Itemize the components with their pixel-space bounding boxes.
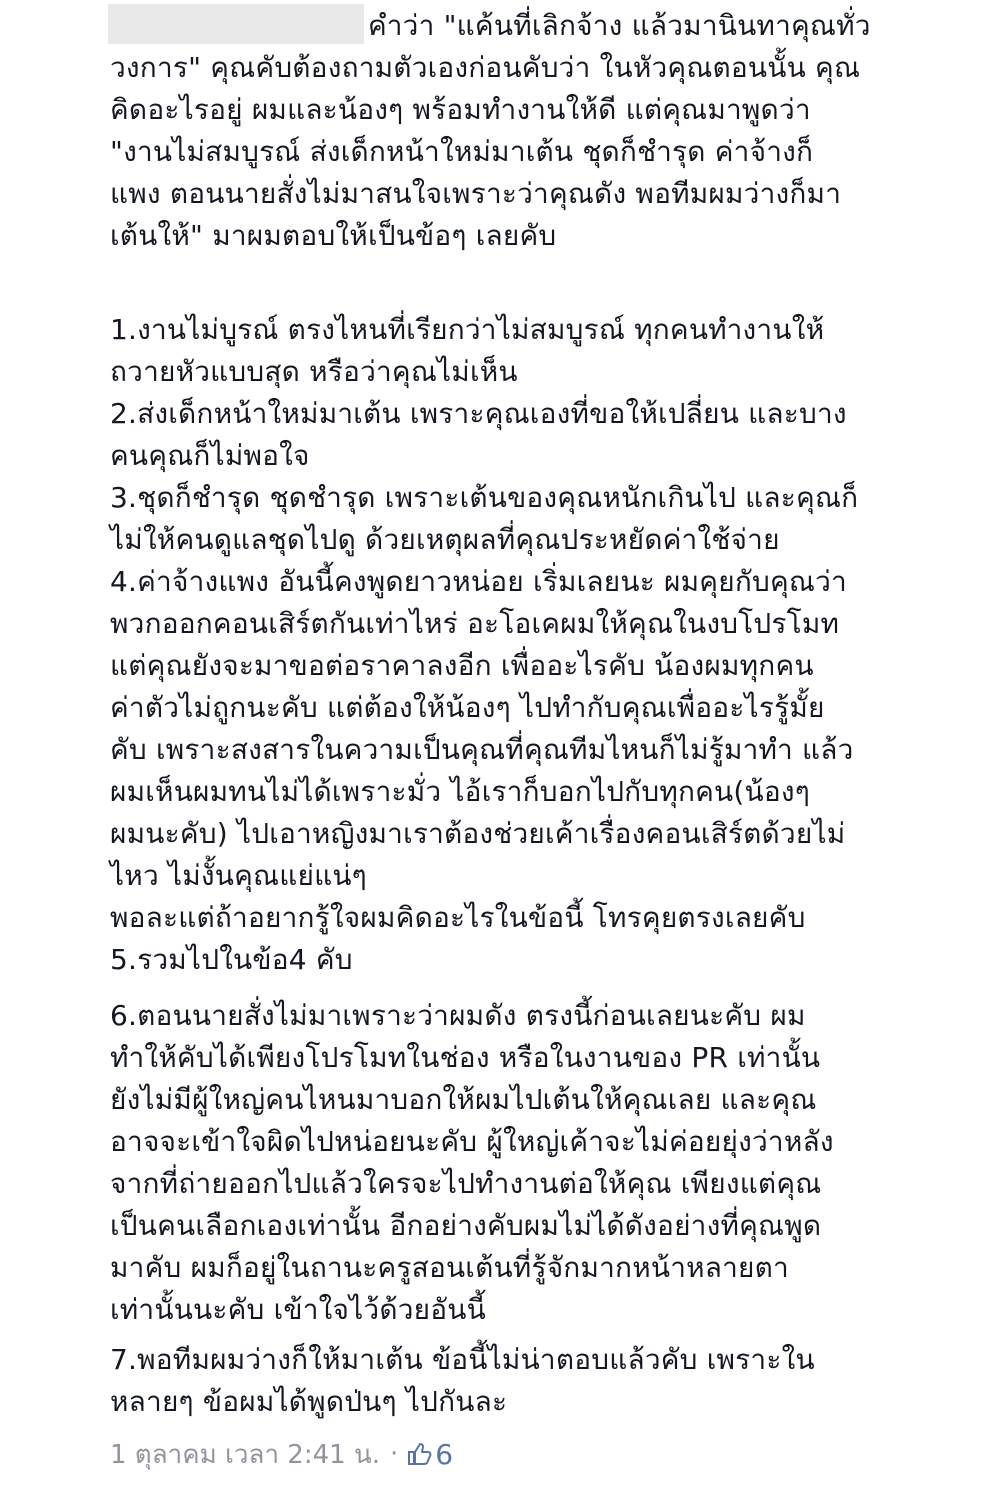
comment-line: คำว่า "แค้นที่เลิกจ้าง แล้วมานินทาคุณทั่ว (368, 9, 871, 42)
comment-line: 4.ค่าจ้างแพง อันนี้คงพูดยาวหน่อย เริ่มเลยนะ ผมคุยกับคุณว่า (110, 565, 847, 598)
comment-timestamp[interactable]: 1 ตุลาคม เวลา 2:41 น. (110, 1439, 380, 1470)
comment-line: พวกออกคอนเสิร์ตกันเท่าไหร่ อะโอเคผมให้คุณในงบโปรโมท (110, 607, 840, 640)
comment-line: ไม่ให้คนดูแลชุดไปดู ด้วยเหตุผลที่คุณประหยัดค่าใช้จ่าย (110, 523, 780, 556)
comment-line: เป็นคนเลือกเองเท่านั้น อีกอย่างคับผมไม่ได้ดังอย่างที่คุณพูด (110, 1209, 822, 1242)
separator-dot: · (390, 1439, 399, 1469)
comment-line: อาจจะเข้าใจผิดไปหน่อยนะคับ ผู้ใหญ่เค้าจะไม่ค่อยยุ่งว่าหลัง (110, 1125, 834, 1158)
author-name[interactable] (108, 4, 364, 44)
comment-line: หลายๆ ข้อผมได้พูดป่นๆ ไปกันละ (110, 1385, 508, 1418)
comment-line: 2.ส่งเด็กหน้าใหม่มาเต้น เพราะคุณเองที่ขอให้เปลี่ยน และบาง (110, 397, 847, 430)
comment-line: ทำให้คับได้เพียงโปรโมทในช่อง หรือในงานของ PR เท่านั้น (110, 1041, 821, 1074)
thumbs-up-icon[interactable] (406, 1441, 432, 1467)
comment-line: ยังไม่มีผู้ใหญ่คนไหนมาบอกให้ผมไปเต้นให้คุณเลย และคุณ (110, 1083, 817, 1116)
comment-line: ถวายหัวแบบสุด หรือว่าคุณไม่เห็น (110, 355, 518, 388)
comment-line: "งานไม่สมบูรณ์ ส่งเด็กหน้าใหม่มาเต้น ชุดก็ชำรุด ค่าจ้างก็ (110, 135, 814, 168)
like-count[interactable]: 6 (435, 1437, 454, 1471)
comment-line: 6.ตอนนายสั่งไม่มาเพราะว่าผมดัง ตรงนี้ก่อนเลยนะคับ ผม (110, 999, 806, 1032)
comment-line: เต้นให้" มาผมตอบให้เป็นข้อๆ เลยคับ (110, 219, 557, 252)
comment-line: ไหว ไม่งั้นคุณแย่แน่ๆ (110, 859, 367, 892)
comment-line: 1.งานไม่บูรณ์ ตรงไหนที่เรียกว่าไม่สมบูรณ์ ทุกคนทำงานให้ (110, 313, 825, 346)
comment-line: ค่าตัวไม่ถูกนะคับ แต่ต้องให้น้องๆ ไปทำกับคุณเพื่ออะไรรู้มั้ย (110, 691, 825, 724)
comment-line: ผมนะคับ) ไปเอาหญิงมาเราต้องช่วยเค้าเรื่องคอนเสิร์ตด้วยไม่ (110, 817, 846, 850)
comment-line: 5.รวมไปในข้อ4 คับ (110, 943, 353, 976)
comment-line: มาคับ ผมก็อยู่ในถานะครูสอนเต้นที่รู้จักมากหน้าหลายตา (110, 1251, 789, 1284)
comment-line: จากที่ถ่ายออกไปแล้วใครจะไปทำงานต่อให้คุณ เพียงแต่คุณ (110, 1167, 822, 1200)
comment-line: คนคุณก็ไม่พอใจ (110, 439, 310, 472)
comment-footer (110, 1432, 453, 1476)
comment-line: 7.พอทีมผมว่างก็ให้มาเต้น ข้อนี้ไม่น่าตอบแล้วคับ เพราะใน (110, 1343, 815, 1376)
comment-line: คิดอะไรอยู่ ผมและน้องๆ พร้อมทำงานให้ดี แต่คุณมาพูดว่า (110, 93, 811, 126)
comment-line: วงการ" คุณคับต้องถามตัวเองก่อนคับว่า ในหัวคุณตอนนั้น คุณ (110, 51, 861, 84)
comment-line: 3.ชุดก็ชำรุด ชุดชำรุด เพราะเต้นของคุณหนักเกินไป และคุณก็ (110, 481, 859, 514)
comment-line: ผมเห็นผมทนไม่ได้เพราะมั่ว ไอ้เราก็บอกไปกับทุกคน(น้องๆ (110, 775, 810, 808)
comment-line: แต่คุณยังจะมาขอต่อราคาลงอีก เพื่ออะไรคับ น้องผมทุกคน (110, 649, 814, 682)
comment-line: แพง ตอนนายสั่งไม่มาสนใจเพราะว่าคุณดัง พอทีมผมว่างก็มา (110, 177, 842, 210)
comment-line: คับ เพราะสงสารในความเป็นคุณที่คุณทีมไหนก็ไม่รู้มาทำ แล้ว (110, 733, 854, 766)
comment-line: พอละแต่ถ้าอยากรู้ใจผมคิดอะไรในข้อนี้ โทรคุยตรงเลยคับ (110, 901, 806, 934)
comment-line: เท่านั้นนะคับ เข้าใจไว้ด้วยอันนี้ (110, 1293, 486, 1326)
